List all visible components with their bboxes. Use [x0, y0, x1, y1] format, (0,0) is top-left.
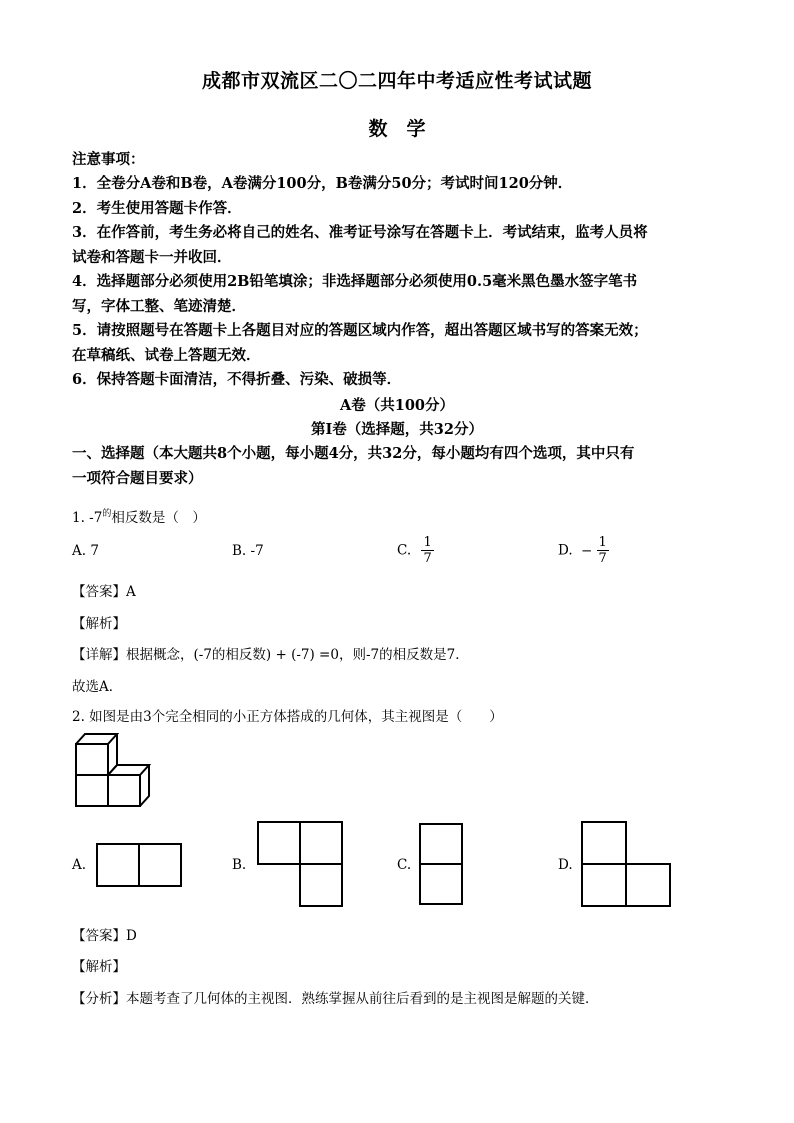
notice-line: 6．保持答题卡面清洁，不得折叠、污染、破损等．: [72, 371, 402, 388]
notice-line: 1．全卷分A卷和B卷，A卷满分100分，B卷满分50分；考试时间120分钟．: [72, 175, 573, 192]
fraction-denominator: 7: [423, 551, 432, 566]
fraction-numerator: 1: [423, 535, 432, 550]
q1-option-d-fraction: [597, 535, 609, 566]
q2-solid-figure: [70, 730, 155, 810]
q1-option-c-label: C.: [397, 542, 412, 559]
section-one-heading: 一、选择题（本大题共8个小题，每小题4分，共32分，每小题均有四个选项，其中只有: [72, 445, 635, 462]
part-one-heading: 第Ⅰ卷（选择题，共32分）: [311, 421, 483, 438]
notice-line: 在草稿纸、试卷上答题无效．: [72, 347, 261, 364]
exam-title: 成都市双流区二〇二四年中考适应性考试试题: [201, 70, 592, 92]
q1-stem-number: 1. -7: [72, 510, 103, 526]
q2-option-b-figure: [256, 820, 346, 910]
notice-line: 2．考生使用答题卡作答．: [72, 200, 242, 217]
q2-option-b-label: B.: [232, 857, 247, 873]
q2-answer: 【答案】D: [72, 928, 137, 944]
q1-option-a: A. 7: [72, 543, 99, 559]
q1-option-d-label: D.: [558, 542, 573, 559]
q2-option-c-figure: [418, 822, 464, 908]
minus-sign: −: [580, 542, 593, 559]
notice-line: 5．请按照题号在答题卡上各题目对应的答题区域内作答，超出答题区域书写的答案无效；: [72, 322, 648, 339]
q1-analysis-label: 【解析】: [72, 616, 126, 632]
q1-detail: 【详解】根据概念，(-7的相反数) + (-7) =0，则-7的相反数是7．: [72, 647, 469, 663]
q1-stem-text: 相反数是（ ）: [111, 510, 206, 526]
subject-title: 数 学: [368, 118, 426, 140]
q1-option-c-fraction: [421, 535, 433, 566]
notice-line: 4．选择题部分必须使用2B铅笔填涂；非选择题部分必须使用0.5毫米黑色墨水签字笔书: [72, 273, 638, 290]
q1-stem-superscript: 的: [102, 509, 112, 519]
q2-option-d-label: D.: [558, 857, 573, 873]
notice-line: 写，字体工整、笔迹清楚．: [72, 298, 246, 315]
q2-stem: 2. 如图是由3个完全相同的小正方体搭成的几何体，其主视图是（ ）: [72, 709, 503, 725]
q2-analysis-label: 【解析】: [72, 959, 126, 975]
fraction-denominator: 7: [598, 551, 607, 566]
notice-line: 3．在作答前，考生务必将自己的姓名、准考证号涂写在答题卡上．考试结束，监考人员将: [72, 224, 648, 241]
q2-fenxi: 【分析】本题考查了几何体的主视图．熟练掌握从前往后看到的是主视图是解题的关键．: [72, 991, 599, 1007]
notice-line: 试卷和答题卡一并收回．: [72, 249, 232, 266]
q2-option-c-label: C.: [397, 857, 412, 873]
section-one-heading-cont: 一项符合题目要求）: [72, 470, 203, 487]
fraction-numerator: 1: [598, 535, 607, 550]
q1-conclusion: 故选A．: [72, 679, 123, 695]
section-a-heading: A卷（共100分）: [339, 397, 455, 414]
q2-option-d-figure: [580, 820, 672, 910]
notice-heading: 注意事项：: [72, 151, 145, 168]
q2-option-a-figure: [95, 842, 183, 888]
q1-answer: 【答案】A: [72, 584, 136, 600]
q1-option-c: [397, 535, 434, 566]
q1-option-b: B. -7: [232, 543, 264, 559]
q1-stem: [72, 506, 206, 526]
q2-option-a-label: A.: [72, 857, 87, 873]
q1-option-d: [558, 535, 609, 566]
